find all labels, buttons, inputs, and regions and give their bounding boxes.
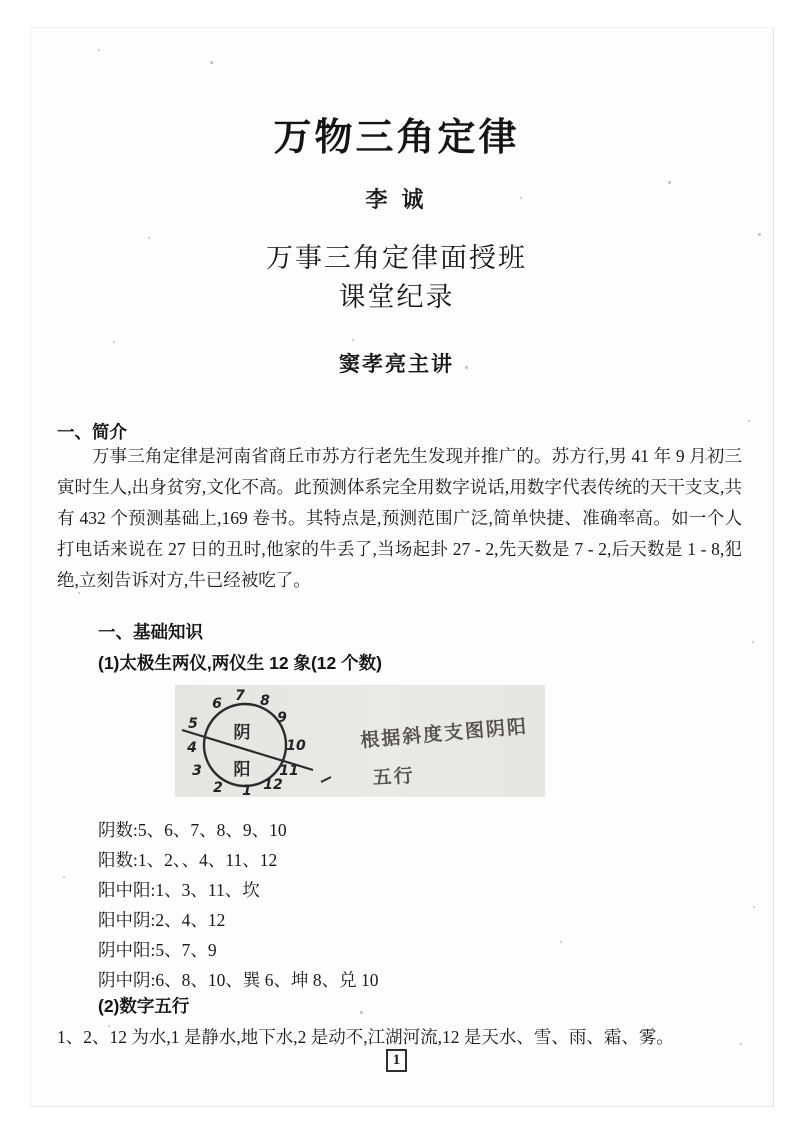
diagram-number-3: 3 [192,763,202,779]
diagram-number-1: 1 [242,783,252,797]
intro-paragraph: 万事三角定律是河南省商丘市苏方行老先生发现并推广的。苏方行,男 41 年 9 月初三寅时生人,出身贫穷,文化不高。此预测体系完全用数字说话,用数字代表传统的天干支支,共有 432 个预测基础上,169 卷书。其特点是,预测范围广泛,简单快捷、准确率高。如一个人打电话来说在 27 日的丑时,他家的牛丢了,当场起卦 27 - 2,先天数是 7 - 2,后天数是 1 - 8,犯绝,立刻告诉对方,牛已经被吃了。 [57,446,742,590]
list-line-yin-numbers: 阴数:5、6、7、8、9、10 [98,820,287,840]
stray-stroke [321,777,331,782]
list-line-yin-in-yang: 阳中阴:2、4、12 [98,910,226,930]
wuxing-water-line: 1、2、12 为水,1 是静水,地下水,2 是动不,江湖河流,12 是天水、雪、雨、霜、雾。 [57,1027,674,1047]
scan-speck [98,49,100,51]
author-name: 李 诚 [365,187,428,212]
subtitle-line-1: 万事三角定律面授班 [266,243,527,273]
scan-speck [360,1011,363,1014]
diagram-number-9: 9 [277,710,287,726]
taiji-diagram [175,685,545,797]
handwritten-note-line1: 根据斜度支图阴阳 [359,715,529,752]
handwritten-note-line2: 五行 [372,764,416,789]
section-heading-basics: 一、基础知识 [98,622,203,642]
diagram-number-8: 8 [260,693,270,709]
section-heading-intro: 一、简介 [57,422,127,442]
diagram-number-2: 2 [213,780,223,796]
scan-speck [748,420,750,422]
subtitle-line-2: 课堂纪录 [338,282,455,312]
list-line-yin-in-yin: 阴中阴:6、8、10、巽 6、坤 8、兑 10 [98,970,379,990]
diagram-number-5: 5 [188,716,198,732]
taiji-diagram-svg [175,685,545,797]
item2-heading: (2)数字五行 [98,996,190,1016]
circle-label-yin: 阴 [233,723,251,743]
diagram-number-4: 4 [187,740,197,756]
list-line-yang-in-yin: 阴中阳:5、7、9 [98,940,217,960]
yin-yang-number-list [98,815,698,995]
list-line-yang-in-yang: 阳中阳:1、3、11、坎 [98,880,260,900]
lecturer-line: 窦孝亮主讲 [339,353,454,376]
scan-speck [63,876,65,878]
scan-speck [210,61,213,64]
diagram-number-7: 7 [235,688,245,704]
page-number: 1 [386,1049,407,1072]
list-line-yang-numbers: 阳数:1、2、、4、11、12 [98,850,278,870]
scan-speck [753,906,755,908]
diagram-number-11: 11 [279,763,299,779]
scan-speck [352,339,354,341]
scan-speck [113,341,115,343]
item1-heading: (1)太极生两仪,两仪生 12 象(12 个数) [98,653,382,673]
circle-label-yang: 阳 [233,760,251,780]
diagram-number-6: 6 [212,696,222,712]
page-footer [0,1049,793,1072]
scan-speck [752,641,754,643]
document-title: 万物三角定律 [273,117,520,159]
diagram-number-12: 12 [263,777,283,793]
diagram-number-10: 10 [286,738,306,754]
